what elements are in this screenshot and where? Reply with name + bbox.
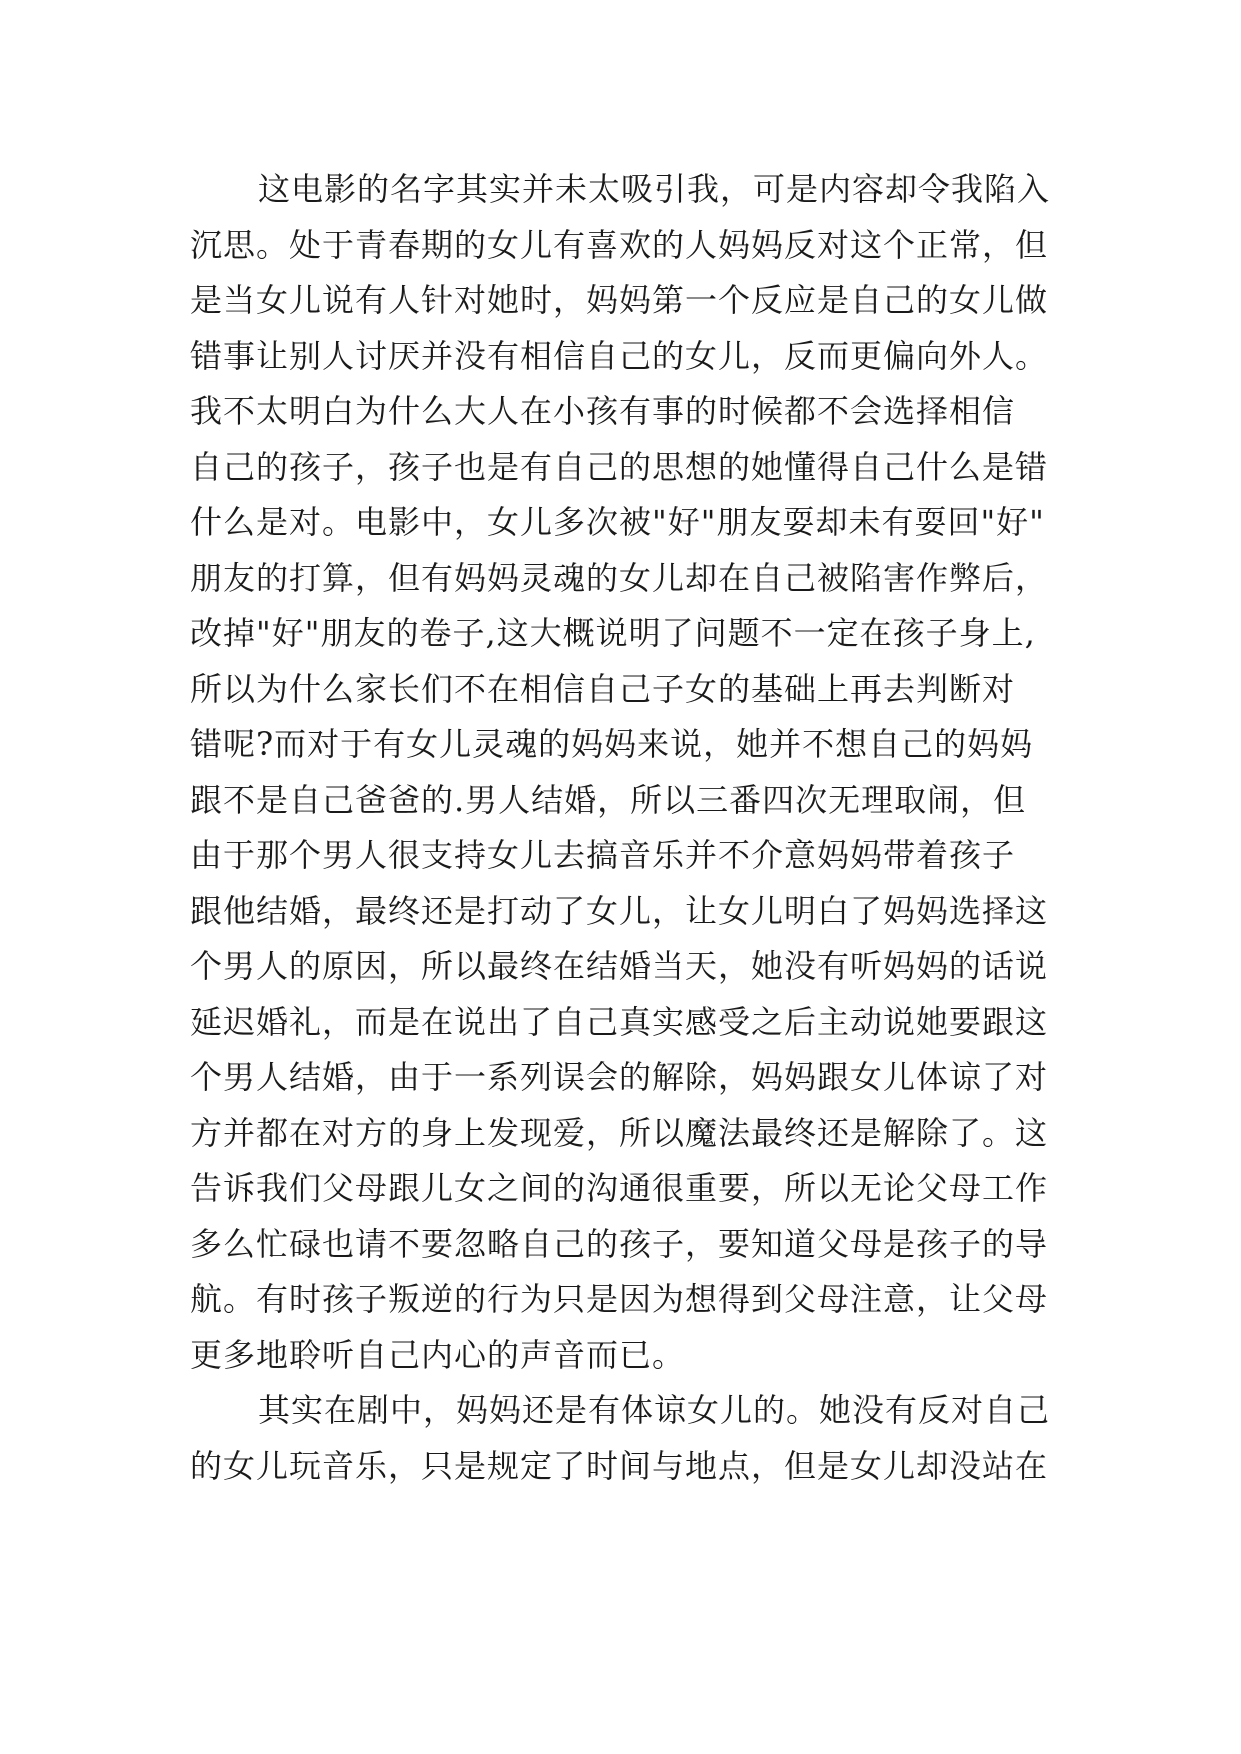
text-line: 跟不是自己爸爸的.男人结婚，所以三番四次无理取闹，但 <box>190 780 1027 819</box>
text-line: 沉思。处于青春期的女儿有喜欢的人妈妈反对这个正常，但 <box>190 225 1049 264</box>
document-body <box>190 162 1070 1494</box>
text-line: 由于那个男人很支持女儿去搞音乐并不介意妈妈带着孩子 <box>190 836 1016 874</box>
paragraph-2 <box>190 1383 1070 1494</box>
text-line: 告诉我们父母跟儿女之间的沟通很重要，所以无论父母工作 <box>190 1169 1049 1207</box>
text-line: 多么忙碌也请不要忽略自己的孩子，要知道父母是孩子的导 <box>190 1224 1049 1263</box>
text-line: 错呢?而对于有女儿灵魂的妈妈来说，她并不想自己的妈妈 <box>190 725 1034 763</box>
text-line: 朋友的打算，但有妈妈灵魂的女儿却在自己被陷害作弊后， <box>190 558 1049 597</box>
text-line: 方并都在对方的身上发现爱，所以魔法最终还是解除了。这 <box>190 1113 1049 1152</box>
text-line: 其实在剧中，妈妈还是有体谅女儿的。她没有反对自己 <box>258 1391 1051 1429</box>
text-line: 延迟婚礼，而是在说出了自己真实感受之后主动说她要跟这 <box>190 1002 1049 1041</box>
text-line: 个男人结婚，由于一系列误会的解除，妈妈跟女儿体谅了对 <box>190 1058 1049 1096</box>
text-line: 航。有时孩子叛逆的行为只是因为想得到父母注意，让父母 <box>190 1280 1049 1318</box>
paragraph-1 <box>190 162 1070 1383</box>
text-line: 的女儿玩音乐，只是规定了时间与地点，但是女儿却没站在 <box>190 1446 1049 1485</box>
text-line: 改掉"好"朋友的卷子,这大概说明了问题不一定在孩子身上, <box>190 614 1036 652</box>
text-line: 个男人的原因，所以最终在结婚当天，她没有听妈妈的话说 <box>190 947 1049 985</box>
text-line: 更多地聆听自己内心的声音而已。 <box>190 1335 686 1374</box>
text-line: 跟他结婚，最终还是打动了女儿，让女儿明白了妈妈选择这 <box>190 891 1049 930</box>
text-line: 自己的孩子，孩子也是有自己的思想的她懂得自己什么是错 <box>190 447 1049 486</box>
text-line: 这电影的名字其实并未太吸引我，可是内容却令我陷入 <box>258 170 1051 208</box>
text-line: 所以为什么家长们不在相信自己子女的基础上再去判断对 <box>190 669 1016 708</box>
text-line: 什么是对。电影中，女儿多次被"好"朋友耍却未有耍回"好" <box>190 503 1045 541</box>
text-line: 错事让别人讨厌并没有相信自己的女儿，反而更偏向外人。 <box>190 336 1049 375</box>
text-line: 是当女儿说有人针对她时，妈妈第一个反应是自己的女儿做 <box>190 281 1049 319</box>
text-line: 我不太明白为什么大人在小孩有事的时候都不会选择相信 <box>190 392 1016 430</box>
